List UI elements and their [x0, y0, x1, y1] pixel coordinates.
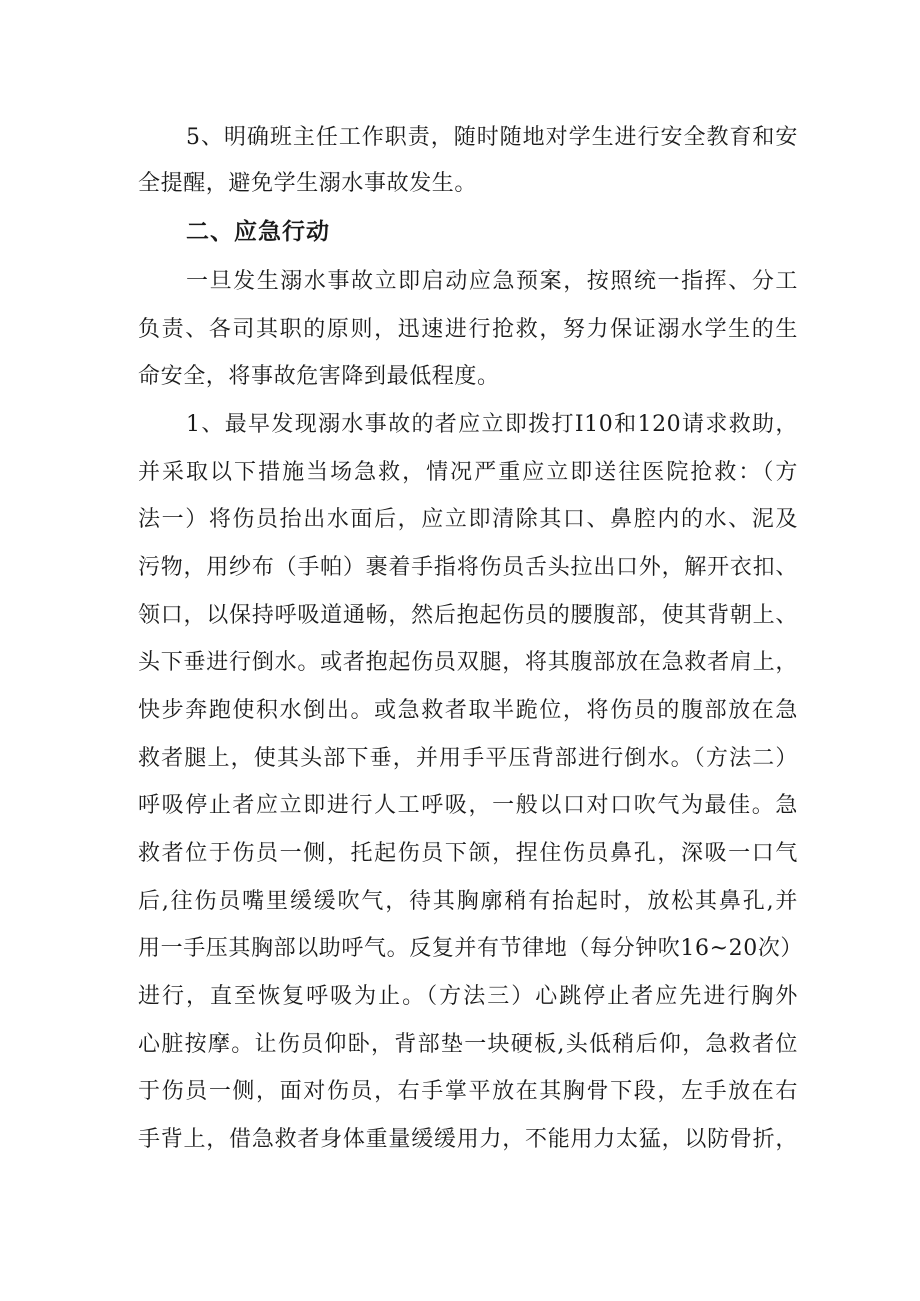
item1-line-5: 领口，以保持呼吸道通畅，然后抱起伤员的腰腹部，使其背朝上、 — [138, 603, 798, 628]
item1-line-14: 心脏按摩。让伤员仰卧，背部垫一块硬板,头低稍后仰，急救者位 — [138, 1032, 798, 1057]
item1-line-2: 并采取以下措施当场急救，情况严重应立即送往医院抢救：（方 — [138, 460, 798, 485]
item1-line-1: 1、最早发现溺水事故的者应立即拨打I10和120请求救助， — [186, 412, 798, 437]
item1-line-7: 快步奔跑使积水倒出。或急救者取半跪位，将伤员的腹部放在急 — [138, 698, 798, 723]
item1-line-4: 污物，用纱布（手帕）裹着手指将伤员舌头拉出口外，解开衣扣、 — [138, 555, 798, 580]
item1-line-16: 手背上，借急救者身体重量缓缓用力，不能用力太猛，以防骨折， — [138, 1127, 798, 1152]
item5-line-2: 全提醒，避免学生溺水事故发生。 — [138, 171, 478, 196]
item5-line-1: 5、明确班主任工作职责，随时随地对学生进行安全教育和安 — [186, 125, 798, 150]
intro-line-2: 负责、各司其职的原则，迅速进行抢救，努力保证溺水学生的生 — [138, 317, 798, 342]
item1-line-13: 进行，直至恢复呼吸为止。（方法三）心跳停止者应先进行胸外 — [138, 984, 798, 1009]
item1-line-6: 头下垂进行倒水。或者抱起伤员双腿，将其腹部放在急救者肩上， — [138, 650, 798, 675]
intro-line-1: 一旦发生溺水事故立即启动应急预案，按照统一指挥、分工 — [186, 269, 798, 294]
item1-line-9: 呼吸停止者应立即进行人工呼吸，一般以口对口吹气为最佳。急 — [138, 793, 798, 818]
item1-line-3: 法一）将伤员抬出水面后，应立即清除其口、鼻腔内的水、泥及 — [138, 507, 798, 532]
item1-line-11: 后,往伤员嘴里缓缓吹气，待其胸廓稍有抬起时，放松其鼻孔,并 — [138, 889, 798, 914]
item1-line-10: 救者位于伤员一侧，托起伤员下颌，捏住伤员鼻孔，深吸一口气 — [138, 841, 798, 866]
item1-line-8: 救者腿上，使其头部下垂，并用手平压背部进行倒水。（方法二） — [138, 746, 798, 771]
item1-line-12: 用一手压其胸部以助呼气。反复并有节律地（每分钟吹16~20次） — [138, 936, 804, 961]
item1-line-15: 于伤员一侧，面对伤员，右手掌平放在其胸骨下段，左手放在右 — [138, 1079, 798, 1104]
section-heading: 二、应急行动 — [186, 219, 330, 245]
intro-line-3: 命安全，将事故危害降到最低程度。 — [138, 364, 500, 389]
